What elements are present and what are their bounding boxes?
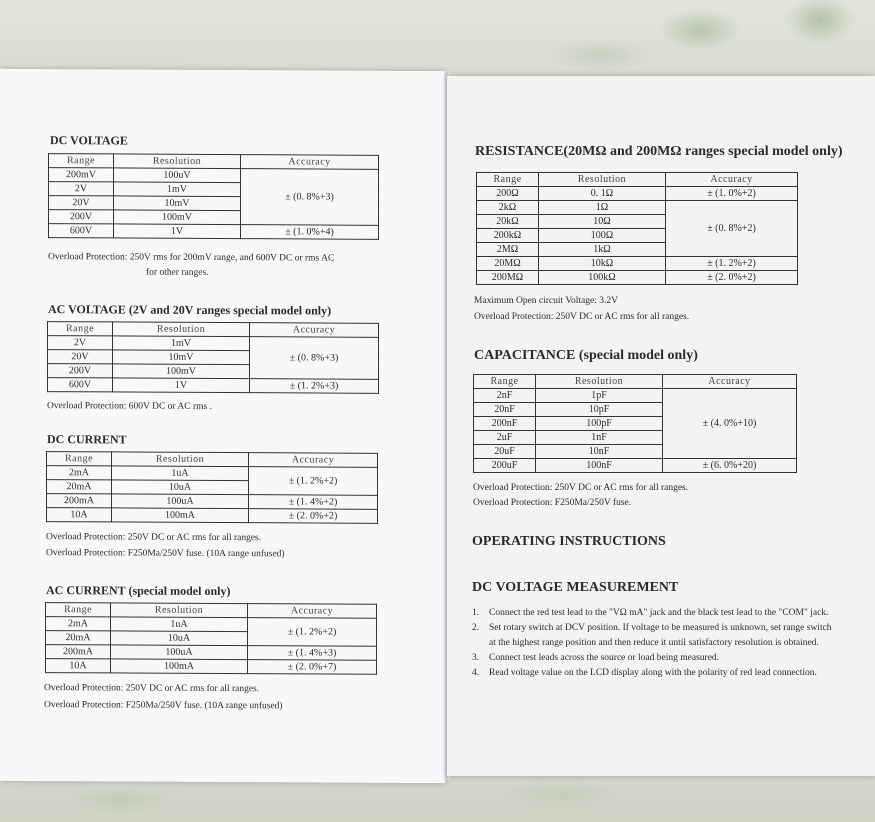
ac-voltage-note: Overload Protection: 600V DC or AC rms . [47,401,213,412]
resolution-cell: 10nF [536,445,663,459]
table-row [49,224,379,240]
resistance-note: Maximum Open circuit Voltage: 3.2V [474,296,618,306]
accuracy-cell: ± (1. 2%+2) [249,467,378,496]
accuracy-cell: ± (1. 2%+3) [250,379,379,394]
manual-page-right [447,76,875,776]
resistance-note: Overload Protection: 250V DC or AC rms for all ranges. [474,312,690,322]
resolution-cell: 1pF [536,389,663,403]
step-number: 1. [472,608,480,618]
range-cell: 200nF [474,417,536,431]
range-cell: 2V [48,336,113,350]
capacitance-table [473,374,797,473]
resistance-title: RESISTANCE(20MΩ and 200MΩ ranges special model only) [475,144,843,159]
dc-voltage-table [48,153,379,240]
step-number: 2. [472,623,480,633]
resolution-cell: 1V [114,224,241,239]
range-cell: 200mA [46,645,111,659]
accuracy-cell: ± (1. 0%+2) [666,187,798,201]
resolution-cell: 10uA [112,480,249,495]
table-row [474,389,797,403]
range-cell: 2mA [46,617,111,631]
operating-instructions-title: OPERATING INSTRUCTIONS [472,534,666,549]
resolution-cell: 100uA [111,645,248,660]
dc-current-note: Overload Protection: 250V DC or AC rms for all ranges. [46,532,262,544]
step-number: 3. [472,653,480,663]
ac-voltage-table [47,321,379,394]
resolution-cell: 100uV [114,168,241,183]
range-cell: 600V [48,378,113,392]
ac-voltage-title: AC VOLTAGE (2V and 20V ranges special model only) [48,302,332,318]
table-row [474,459,797,473]
accuracy-cell: ± (6. 0%+20) [663,459,797,473]
resolution-cell: 100uA [112,494,249,509]
table-row [477,201,798,215]
dc-voltage-measurement-title: DC VOLTAGE MEASUREMENT [472,580,679,595]
accuracy-cell: ± (2. 0%+2) [249,509,378,524]
range-cell: 20uF [474,445,536,459]
table-header: Accuracy [250,323,379,338]
range-cell: 20V [49,196,114,210]
range-cell: 20mA [46,631,111,645]
range-cell: 2uF [474,431,536,445]
table-header: Accuracy [666,173,798,187]
resolution-cell: 100mV [114,210,241,225]
accuracy-cell: ± (1. 2%+2) [666,257,798,271]
table-header: Range [474,375,536,389]
resolution-cell: 1uA [112,466,249,481]
resolution-cell: 100mA [112,508,249,523]
table-row [46,659,377,675]
table-header: Accuracy [249,453,378,468]
list-item [472,636,832,651]
resolution-cell: 10mV [113,350,250,365]
step-text: Set rotary switch at DCV position. If voltage to be measured is unknown, set range switch [489,623,832,633]
resolution-cell: 1V [113,378,250,393]
table-header: Accuracy [248,604,377,619]
step-text: at the highest range position and then reduce it until satisfactory resolution is obtained. [489,638,819,648]
table-row [48,378,379,394]
table-header: Resolution [539,173,666,187]
table-header: Range [477,173,539,187]
resolution-cell: 1nF [536,431,663,445]
resolution-cell: 100kΩ [539,271,666,285]
resolution-cell: 100nF [536,459,663,473]
range-cell: 2nF [474,389,536,403]
table-header: Range [49,154,114,168]
range-cell: 200kΩ [477,229,539,243]
range-cell: 2kΩ [477,201,539,215]
table-header: Resolution [536,375,663,389]
resolution-cell: 1uA [111,617,248,632]
table-header: Accuracy [663,375,797,389]
list-item [472,621,832,636]
capacitance-title: CAPACITANCE (special model only) [474,348,698,363]
accuracy-cell: ± (0. 8%+2) [666,201,798,257]
table-header: Resolution [113,322,250,337]
resolution-cell: 100mV [113,364,250,379]
dc-current-title: DC CURRENT [47,432,127,447]
resistance-table [476,172,798,285]
step-text: Read voltage value on the LCD display along with the polarity of red lead connection. [489,668,817,678]
range-cell: 20nF [474,403,536,417]
resolution-cell: 10Ω [539,215,666,229]
range-cell: 200mA [47,494,112,508]
range-cell: 20V [48,350,113,364]
accuracy-cell: ± (2. 0%+7) [248,660,377,675]
dc-voltage-title: DC VOLTAGE [50,133,128,148]
ac-current-note: Overload Protection: F250Ma/250V fuse. (10A range unfused) [44,700,283,712]
accuracy-cell: ± (2. 0%+2) [666,271,798,285]
range-cell: 20MΩ [477,257,539,271]
resolution-cell: 100pF [536,417,663,431]
table-row [477,257,798,271]
accuracy-cell: ± (1. 4%+2) [249,495,378,510]
range-cell: 2MΩ [477,243,539,257]
list-item [472,606,832,621]
table-row [477,187,798,201]
table-header: Range [48,322,113,336]
manual-page-left [0,69,445,783]
resolution-cell: 10kΩ [539,257,666,271]
table-header: Range [46,603,111,617]
table-header: Resolution [112,452,249,467]
ac-current-note: Overload Protection: 250V DC or AC rms for all ranges. [44,683,260,695]
accuracy-cell: ± (1. 0%+4) [241,225,379,240]
accuracy-cell: ± (1. 2%+2) [248,618,377,647]
range-cell: 2V [49,182,114,196]
step-number: 4. [472,668,480,678]
range-cell: 10A [47,508,112,522]
resolution-cell: 1mV [114,182,241,197]
range-cell: 200uF [474,459,536,473]
accuracy-cell: ± (1. 4%+3) [248,646,377,661]
table-header: Accuracy [241,155,379,170]
table-header: Resolution [114,154,241,169]
range-cell: 200mV [49,168,114,182]
range-cell: 20kΩ [477,215,539,229]
range-cell: 200MΩ [477,271,539,285]
resolution-cell: 1mV [113,336,250,351]
list-item [472,651,832,666]
resolution-cell: 1kΩ [539,243,666,257]
range-cell: 2mA [47,466,112,480]
resolution-cell: 0. 1Ω [539,187,666,201]
dc-current-table [46,451,378,524]
resolution-cell: 10uA [111,631,248,646]
dc-voltage-note: for other ranges. [146,267,209,278]
range-cell: 600V [49,224,114,238]
accuracy-cell: ± (4. 0%+10) [663,389,797,459]
resolution-cell: 100mA [111,659,248,674]
resolution-cell: 1Ω [539,201,666,215]
capacitance-note: Overload Protection: F250Ma/250V fuse. [473,498,632,508]
resolution-cell: 10pF [536,403,663,417]
accuracy-cell: ± (0. 8%+3) [241,169,379,226]
step-text: Connect the red test lead to the "VΩ mA" jack and the black test lead to the "COM" jack. [489,608,829,618]
range-cell: 200V [48,364,113,378]
table-header: Range [47,452,112,466]
list-item [472,666,832,681]
ac-current-title: AC CURRENT (special model only) [46,583,231,599]
accuracy-cell: ± (0. 8%+3) [250,337,379,380]
range-cell: 20mA [47,480,112,494]
dc-voltage-note: Overload Protection: 250V rms for 200mV range, and 600V DC or rms AC [48,252,335,264]
table-row [477,271,798,285]
table-row [47,508,378,524]
table-header: Resolution [111,603,248,618]
step-text: Connect test leads across the source or load being measured. [489,653,720,663]
capacitance-note: Overload Protection: 250V DC or AC rms for all ranges. [473,483,689,493]
range-cell: 200Ω [477,187,539,201]
ac-current-table [45,602,377,675]
measurement-steps [472,606,832,681]
range-cell: 10A [46,659,111,673]
dc-current-note: Overload Protection: F250Ma/250V fuse. (10A range unfused) [46,548,285,560]
range-cell: 200V [49,210,114,224]
resolution-cell: 100Ω [539,229,666,243]
resolution-cell: 10mV [114,196,241,211]
